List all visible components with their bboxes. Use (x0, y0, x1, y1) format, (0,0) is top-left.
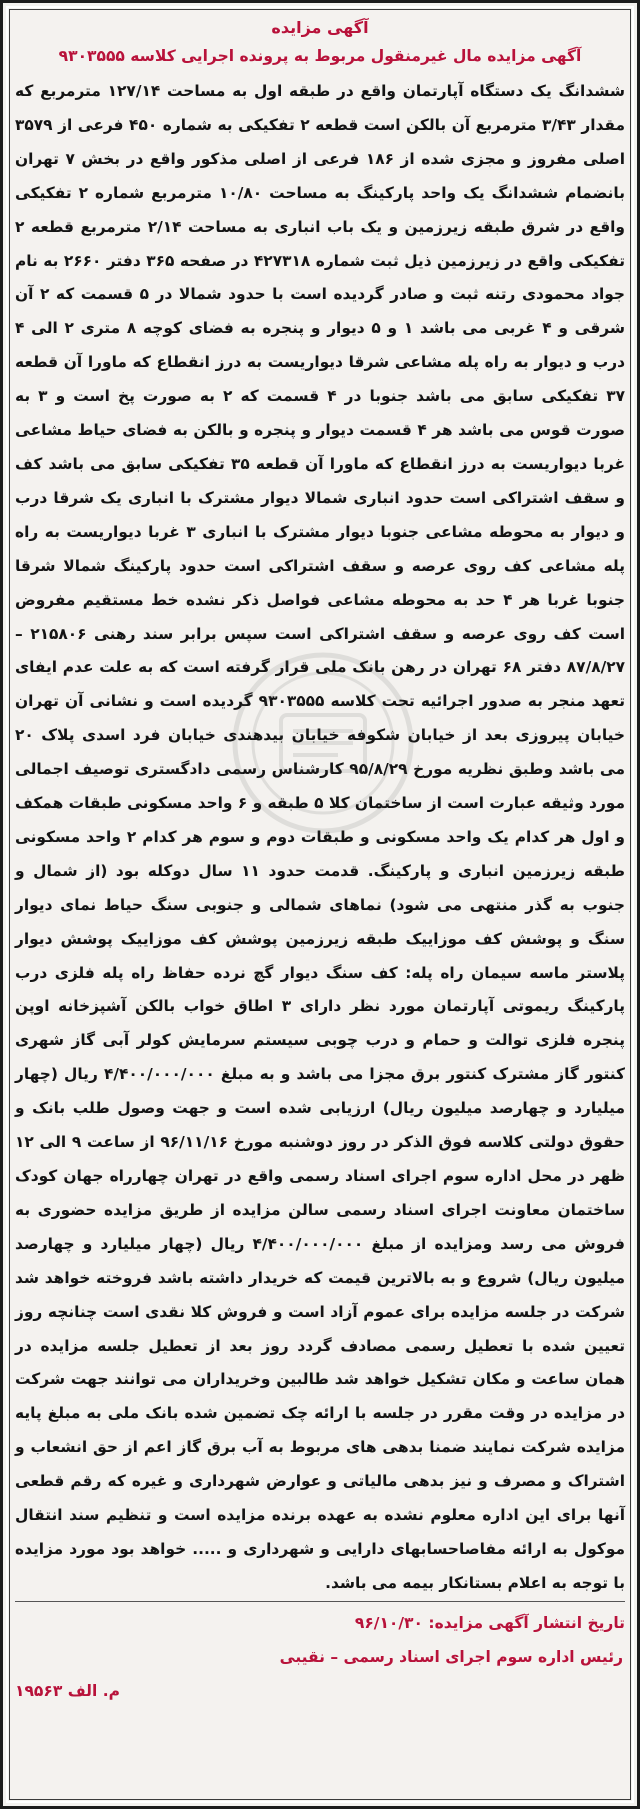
notice-title: آگهی مزایده (271, 18, 369, 37)
publish-date: تاریخ انتشار آگهی مزایده: ۹۶/۱۰/۳۰ (15, 1601, 625, 1640)
signature: رئیس اداره سوم اجرای اسناد رسمی – نقیبی (279, 1647, 623, 1666)
reference-code: م. الف ۱۹۵۶۳ (15, 1681, 120, 1700)
notice-subtitle: آگهی مزایده مال غیرمنقول مربوط به پرونده اجرایی کلاسه ۹۳۰۳۵۵۵ (58, 47, 582, 65)
notice-body: ششدانگ یک دستگاه آپارتمان واقع در طبقه اول به مساحت ۱۲۷/۱۴ مترمربع که مقدار ۳/۴۳ مترمربع آن بالکن است قطعه ۲ تفکیکی به شماره ۴۵۰ فرعی از ۳۵۷۹ اصلی مفروز و مجزی شده از ۱۸۶ فرعی از اصلی مذکور واقع در بخش ۷ تهران بانضمام ششدانگ یک واحد پارکینگ به مساحت ۱۰/۸۰ مترمربع شماره ۲ تفکیکی واقع در شرق طبقه زیرزمین و یک باب انباری به مساحت ۲/۱۴ مترمربع قطعه ۲ تفکیکی واقع در زیرزمین ذیل ثبت شماره ۴۲۷۳۱۸ در صفحه ۳۶۵ دفتر ۲۶۶۰ به نام جواد محمودی رتنه ثبت و صادر گردیده است با حدود شمالا در ۵ قسمت که ۲ آن شرقی و ۴ غربی می باشد ۱ و ۵ دیوار و پنجره به فضای کوچه ۸ متری ۲ الی ۴ درب و دیوار به راه پله مشاعی شرقا دیواریست به درز انقطاع که ماورا آن قطعه ۳۷ تفکیکی سابق می باشد جنوبا در ۴ قسمت که ۲ به صورت پخ است و ۳ به صورت قوس می باشد هر ۴ قسمت دیوار و پنجره و بالکن به فضای حیاط مشاعی غربا دیواریست به درز انقطاع که ماورا آن قطعه ۳۵ تفکیکی سابق می باشد کف و سقف اشتراکی است حدود انباری شمالا دیوار مشترک با انباری یک شرقا درب و دیوار به محوطه مشاعی جنوبا دیوار مشترک با انباری ۳ غربا دیواریست به راه پله مشاعی کف روی عرصه و سقف اشتراکی است حدود پارکینگ شمالا شرقا جنوبا غربا هر ۴ حد به محوطه مشاعی فواصل ذکر نشده خط مستقیم مفروض است کف روی عرصه و سقف اشتراکی است سپس برابر سند رهنی ۲۱۵۸۰۶ – ۸۷/۸/۲۷ دفتر ۶۸ تهران در رهن بانک ملی قرار گرفته است که به علت عدم ایفای تعهد منجر به صدور اجرائیه تحت کلاسه ۹۳۰۳۵۵۵ گردیده است و نشانی آن تهران خیابان پیروزی بعد از خیابان شکوفه خیابان بیدهندی خیابان فرد اسدی پلاک ۲۰ می باشد وطبق نظریه مورخ ۹۵/۸/۲۹ کارشناس رسمی دادگستری توصیف اجمالی مورد وثیقه عبارت است از ساختمان کلا ۵ طبقه و ۶ واحد مسکونی طبقات همکف و اول هر کدام یک واحد مسکونی و طبقات دوم و سوم هر کدام ۲ واحد مسکونی طبقه زیرزمین انباری و پارکینگ. قدمت حدود ۱۱ سال دوکله بود (از شمال و جنوب به گذر منتهی می شود) نماهای شمالی و جنوبی سنگ حیاط نمای دیوار سنگ و پوشش کف موزاییک طبقه زیرزمین پوشش کف موزاییک پوشش دیوار پلاستر ماسه سیمان راه پله: کف سنگ دیوار گچ نرده حفاظ راه پله فلزی درب پارکینگ ریموتی آپارتمان مورد نظر دارای ۳ اطاق خواب بالکن آشپزخانه اوپن پنجره فلزی توالت و حمام و درب چوبی سیستم سرمایش کولر آبی گاز شهری کنتور گاز مشترک کنتور برق مجزا می باشد و به مبلغ ۴/۴۰۰/۰۰۰/۰۰۰ ریال (چهار میلیارد و چهارصد میلیون ریال) ارزیابی شده است و جهت وصول طلب بانک و حقوق دولتی کلاسه فوق الذکر در روز دوشنبه مورخ ۹۶/۱۱/۱۶ از ساعت ۹ الی ۱۲ ظهر در محل اداره سوم اجرای اسناد رسمی واقع در تهران چهارراه جهان کودک ساختمان معاونت اجرای اسناد رسمی سالن مزایده از طریق مزایده حضوری به فروش می رسد ومزایده از مبلغ ۴/۴۰۰/۰۰۰/۰۰۰ ریال (چهار میلیارد و چهارصد میلیون ریال) شروع و به بالاترین قیمت که خریدار داشته باشد فروخته خواهد شد شرکت در جلسه مزایده برای عموم آزاد است و فروش کلا نقدی است چنانچه روز تعیین شده با تعطیل رسمی مصادف گردد روز بعد از تعطیل جلسه مزایده در همان ساعت و مکان تشکیل خواهد شد طالبین وخریداران می توانند جهت شرکت در مزایده در وقت مقرر در جلسه با ارائه چک تضمین شده بانک ملی به مبلغ پایه مزایده شرکت نمایند ضمنا بدهی های مربوط به آب برق گاز اعم از حق انشعاب و اشتراک و مصرف و نیز بدهی مالیاتی و عوارض شهرداری و غیره که رقم قطعی آنها برای این اداره معلوم نشده به عهده برنده مزایده است و تنظیم سند انتقال موکول به ارائه مفاصاحسابهای دارایی و شهرداری و ..... خواهد بود مورد مزایده با توجه به اعلام بستانکار بیمه می باشد. (15, 82, 626, 1592)
